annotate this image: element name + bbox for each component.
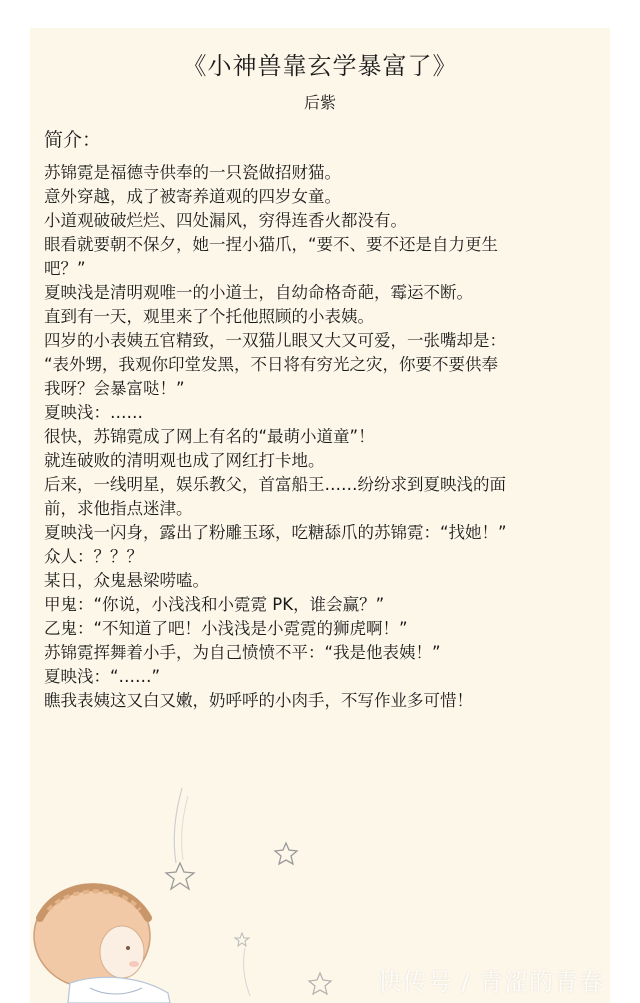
synopsis-line: “表外甥，我观你印堂发黑，不日将有穷光之灾，你要不要供奉: [44, 355, 499, 374]
synopsis-line: 苏锦霓挥舞着小手，为自己愤愤不平：“我是他表姨！”: [44, 643, 441, 662]
synopsis-line: 就连破败的清明观也成了网红打卡地。: [44, 451, 325, 470]
star-icon: [166, 863, 194, 889]
synopsis-line: 前，求他指点迷津。: [44, 499, 193, 518]
synopsis-line: 夏映浅一闪身，露出了粉雕玉琢，吃糖舔爪的苏锦霓：“找她！”: [44, 523, 507, 542]
synopsis-line: 四岁的小表姨五官精致，一双猫儿眼又大又可爱，一张嘴却是：: [44, 331, 506, 350]
synopsis-line: 很快，苏锦霓成了网上有名的“最萌小道童”！: [44, 427, 375, 446]
star-icon: [235, 933, 249, 946]
synopsis-line: 乙鬼：“不知道了吧！小浅浅是小霓霓的狮虎啊！”: [44, 619, 408, 638]
watermark-text: 快传号 / 青涩的青春: [377, 968, 604, 996]
synopsis-line: 众人：？？？: [44, 547, 143, 566]
star-icon: [275, 843, 297, 864]
synopsis-line: 瞧我表姨这又白又嫩，奶呼呼的小肉手，不写作业多可惜！: [44, 691, 473, 710]
author-name: 后紫: [303, 93, 336, 112]
synopsis-line: 夏映浅：……: [44, 403, 143, 422]
synopsis-line: 夏映浅是清明观唯一的小道士，自幼命格奇葩，霉运不断。: [44, 283, 473, 302]
synopsis-line: 直到有一天，观里来了个托他照顾的小表姨。: [44, 307, 374, 326]
synopsis-line: 意外穿越，成了被寄养道观的四岁女童。: [44, 187, 341, 206]
synopsis-line: 小道观破破烂烂、四处漏风，穷得连香火都没有。: [44, 211, 407, 230]
synopsis-line: 眼看就要朝不保夕，她一捏小猫爪，“要不、要不还是自力更生: [44, 235, 499, 254]
synopsis-line: 夏映浅：“……”: [44, 667, 161, 686]
synopsis-heading: 简介：: [44, 129, 102, 151]
synopsis-line: 我呀？会暴富哒！”: [44, 379, 185, 398]
synopsis-line: 吧？”: [44, 259, 86, 278]
document-page: [30, 28, 610, 1003]
book-title: 《小神兽靠玄学暴富了》: [182, 52, 458, 80]
synopsis-line: 后来，一线明星，娱乐教父，首富船王……纷纷求到夏映浅的面: [44, 475, 506, 494]
star-icon: [309, 973, 331, 994]
synopsis-line: 苏锦霓是福德寺供奉的一只瓷做招财猫。: [44, 163, 341, 182]
synopsis-line: 甲鬼：“你说，小浅浅和小霓霓 PK，谁会赢？”: [44, 595, 385, 614]
synopsis-body: [44, 161, 604, 713]
synopsis-line: 某日，众鬼悬梁唠嗑。: [44, 571, 209, 590]
